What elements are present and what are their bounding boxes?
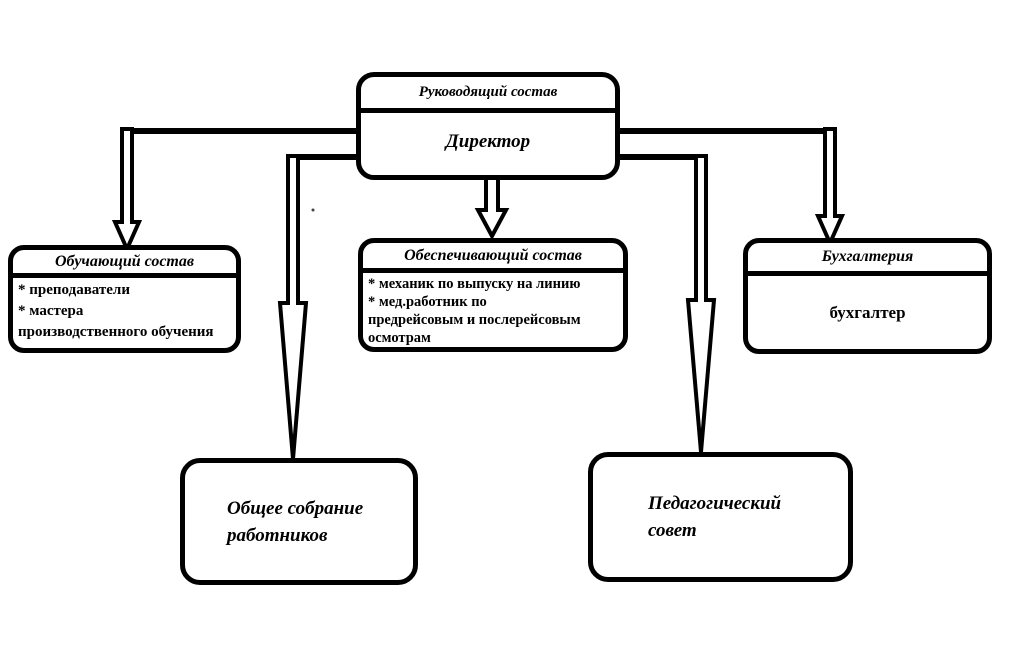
pedagogical-council-line: совет (648, 520, 697, 541)
arrow-to-teaching-icon (115, 129, 139, 249)
support-staff-line: * механик по выпуску на линию (368, 276, 581, 292)
general-meeting-line: работников (227, 524, 328, 546)
teaching-staff-line: производственного обучения (18, 324, 214, 340)
stray-dot (312, 209, 315, 212)
node-pedagogical-council (588, 452, 853, 582)
node-accounting-header: Бухгалтерия (748, 243, 987, 276)
arrow-to-general-meeting-icon (280, 156, 306, 459)
node-leadership (356, 72, 620, 180)
node-general-meeting (180, 458, 418, 585)
support-staff-line: * мед.работник по (368, 294, 487, 310)
node-teaching-staff (8, 245, 241, 353)
node-accounting-body: бухгалтер (829, 302, 906, 322)
node-leadership-body: Директор (445, 130, 531, 152)
support-staff-line: предрейсовым и послерейсовым (368, 312, 581, 328)
general-meeting-line: Общее собрание (227, 497, 364, 519)
arrow-to-pedagogical-council-icon (688, 156, 714, 452)
arrow-to-support-icon (478, 177, 506, 236)
node-support-staff (358, 238, 628, 352)
node-support-staff-header: Обеспечивающий состав (363, 243, 623, 273)
support-staff-line: осмотрам (368, 330, 431, 346)
node-leadership-header: Руководящий состав (361, 77, 615, 113)
arrow-to-accounting-icon (818, 129, 842, 243)
node-support-staff-body (363, 273, 623, 347)
pedagogical-council-line: Педагогический (648, 493, 782, 514)
node-teaching-staff-header: Обучающий состав (13, 250, 236, 278)
teaching-staff-line: * мастера (18, 303, 84, 319)
teaching-staff-line: * преподаватели (18, 282, 130, 298)
node-teaching-staff-body (13, 278, 236, 343)
node-accounting (743, 238, 992, 354)
